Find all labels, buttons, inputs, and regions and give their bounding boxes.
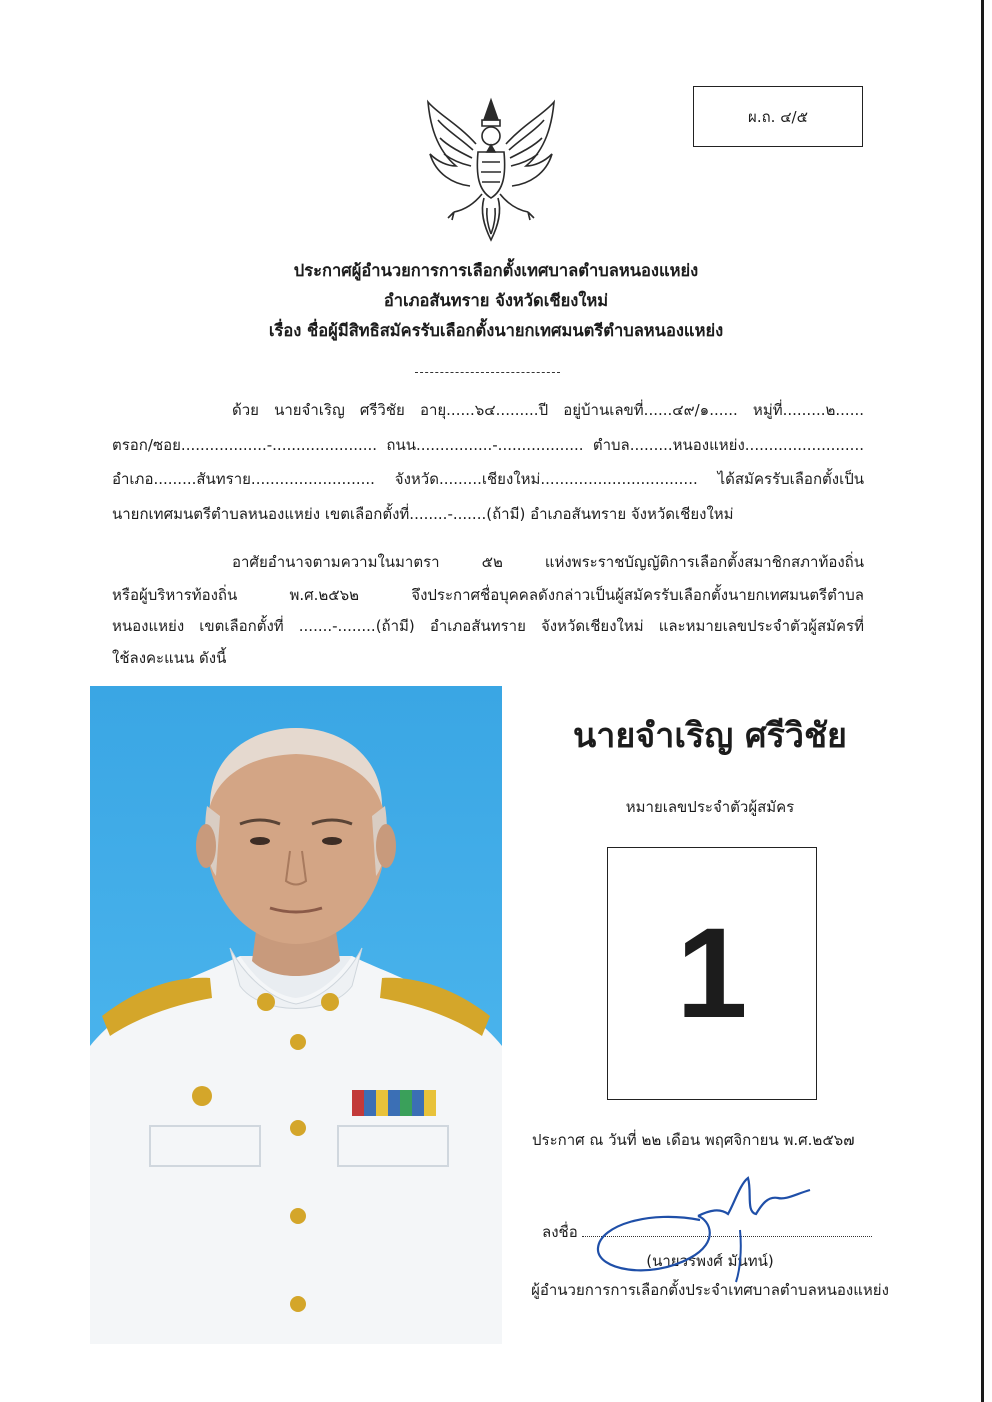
signatory-name: (นายวรพงศ์ มันทน์) bbox=[646, 1252, 774, 1270]
signatory-position: ผู้อำนวยการการเลือกตั้งประจำเทศบาลตำบลหนองแหย่ง bbox=[531, 1281, 889, 1299]
details-line-2: ตรอก/ซอย..................-...................... ถนน................-.................. ตำบล.........หนองแหย่ง......................... bbox=[112, 436, 864, 454]
candidate-name: นายจำเริญ ศรีวิชัย bbox=[573, 716, 847, 756]
candidate-number-box bbox=[607, 847, 817, 1100]
candidate-number: 1 bbox=[676, 902, 748, 1045]
candidate-number-label: หมายเลขประจำตัวผู้สมัคร bbox=[625, 798, 795, 816]
authority-line-2: หรือผู้บริหารท้องถิ่น พ.ศ.๒๕๖๒ จึงประกาศชื่อบุคคลดังกล่าวเป็นผู้สมัครรับเลือกตั้งนายกเทศมนตรีตำบล bbox=[112, 586, 864, 604]
page-edge bbox=[981, 0, 984, 1402]
details-line-4: นายกเทศมนตรีตำบลหนองแหย่ง เขตเลือกตั้งที่........-.......(ถ้ามี) อำเภอสันทราย จังหวัดเชียงใหม่ bbox=[112, 505, 734, 523]
candidate-photo bbox=[90, 686, 502, 1344]
announcement-date: ประกาศ ณ วันที่ ๒๒ เดือน พฤศจิกายน พ.ศ.๒๕๖๗ bbox=[532, 1131, 855, 1149]
authority-line-4: ใช้ลงคะแนน ดังนี้ bbox=[112, 649, 227, 667]
form-code-box bbox=[693, 86, 863, 147]
details-line-1: ด้วย นายจำเริญ ศรีวิชัย อายุ......๖๔.........ปี อยู่บ้านเลขที่......๔๙/๑...... หมู่ที่.........๒...... bbox=[232, 401, 864, 419]
header-line-2: อำเภอสันทราย จังหวัดเชียงใหม่ bbox=[383, 291, 609, 310]
signature-line bbox=[542, 1220, 877, 1244]
authority-line-1: อาศัยอำนาจตามความในมาตรา ๕๒ แห่งพระราชบัญญัติการเลือกตั้งสมาชิกสภาท้องถิ่น bbox=[232, 553, 864, 571]
separator-line bbox=[415, 372, 560, 373]
details-line-3: อำเภอ.........สันทราย.......................... จังหวัด.........เชียงใหม่................................. ได้สมัครรับเลือกตั้งเป็น bbox=[112, 470, 864, 488]
signature-dotted-line bbox=[582, 1236, 872, 1237]
candidate-portrait bbox=[90, 686, 502, 1344]
header-line-3: เรื่อง ชื่อผู้มีสิทธิสมัครรับเลือกตั้งนายกเทศมนตรีตำบลหนองแหย่ง bbox=[268, 321, 724, 340]
sign-label: ลงชื่อ bbox=[542, 1223, 578, 1241]
header-line-1: ประกาศผู้อำนวยการการเลือกตั้งเทศบาลตำบลหนองแหย่ง bbox=[293, 261, 699, 280]
authority-line-3: หนองแหย่ง เขตเลือกตั้งที่ .......-........(ถ้ามี) อำเภอสันทราย จังหวัดเชียงใหม่ และหมายเลขประจำตัวผู้สมัครที่ bbox=[112, 617, 864, 635]
form-code: ผ.ถ. ๔/๕ bbox=[748, 107, 808, 126]
garuda-emblem bbox=[418, 94, 564, 244]
